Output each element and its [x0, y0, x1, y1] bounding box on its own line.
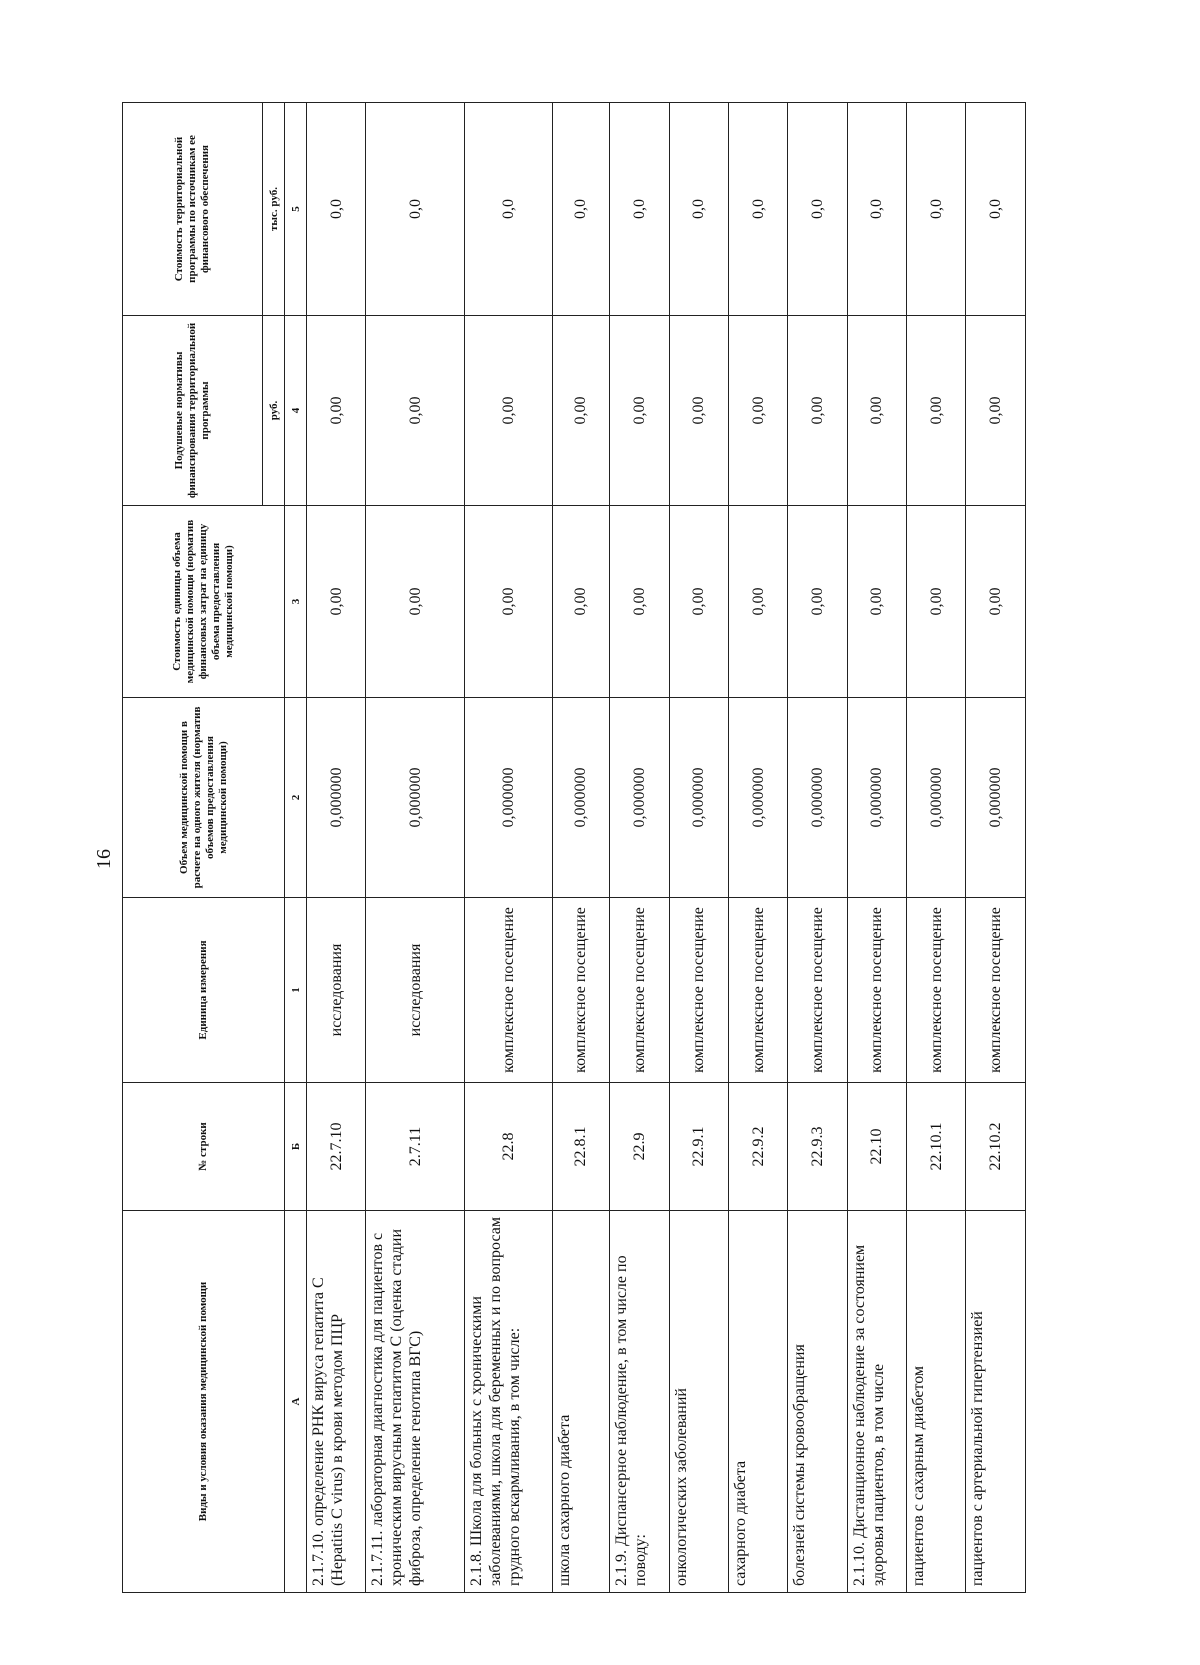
table-row — [907, 103, 966, 1593]
colnum-2: 2 — [285, 698, 307, 898]
row-total: 0,0 — [847, 103, 906, 316]
row-per-capita: 0,00 — [552, 316, 609, 506]
header-col-4: Подушевые нормативы финансирования территориальной программы — [123, 316, 263, 506]
row-line: 22.8.1 — [552, 1083, 609, 1211]
row-line: 2.7.11 — [366, 1083, 464, 1211]
row-name: 2.1.9. Диспансерное наблюдение, в том числе по поводу: — [610, 1211, 669, 1593]
row-volume: 0,000000 — [788, 698, 847, 898]
colnum-1: 1 — [285, 898, 307, 1083]
row-volume: 0,000000 — [907, 698, 966, 898]
table-row — [669, 103, 728, 1593]
colnum-b: Б — [285, 1083, 307, 1211]
table-row — [847, 103, 906, 1593]
row-line: 22.9.2 — [728, 1083, 787, 1211]
row-line: 22.9.1 — [669, 1083, 728, 1211]
row-unit: комплексное посещение — [728, 898, 787, 1083]
row-cost-unit: 0,00 — [307, 506, 366, 698]
row-name: пациентов с артериальной гипертензией — [966, 1211, 1026, 1593]
row-per-capita: 0,00 — [728, 316, 787, 506]
table-row — [788, 103, 847, 1593]
colnum-3: 3 — [285, 506, 307, 698]
financing-table — [122, 102, 1026, 1593]
header-col-5: Стоимость территориальной программы по источникам ее финансового обеспечения — [123, 103, 263, 316]
row-name: пациентов с сахарным диабетом — [907, 1211, 966, 1593]
row-line: 22.10.2 — [966, 1083, 1026, 1211]
row-total: 0,0 — [366, 103, 464, 316]
row-per-capita: 0,00 — [847, 316, 906, 506]
table-row — [366, 103, 464, 1593]
row-per-capita: 0,00 — [788, 316, 847, 506]
page-number: 16 — [93, 849, 115, 869]
colnum-a: А — [285, 1211, 307, 1593]
table-row — [966, 103, 1026, 1593]
rotated-table-container — [122, 103, 1026, 1593]
row-total: 0,0 — [669, 103, 728, 316]
row-cost-unit: 0,00 — [552, 506, 609, 698]
row-total: 0,0 — [788, 103, 847, 316]
header-col-3: Стоимость единицы объема медицинской помощи (норматив финансовых затрат на единицу объема предоставления медицинской помощи) — [123, 506, 285, 698]
row-unit: исследования — [366, 898, 464, 1083]
row-line: 22.8 — [464, 1083, 552, 1211]
row-total: 0,0 — [966, 103, 1026, 316]
row-cost-unit: 0,00 — [847, 506, 906, 698]
row-total: 0,0 — [728, 103, 787, 316]
unit-col-5: тыс. руб. — [263, 103, 285, 316]
row-cost-unit: 0,00 — [788, 506, 847, 698]
row-per-capita: 0,00 — [366, 316, 464, 506]
row-per-capita: 0,00 — [669, 316, 728, 506]
row-unit: комплексное посещение — [464, 898, 552, 1083]
row-cost-unit: 0,00 — [728, 506, 787, 698]
row-total: 0,0 — [907, 103, 966, 316]
row-cost-unit: 0,00 — [610, 506, 669, 698]
row-name: болезней системы кровообращения — [788, 1211, 847, 1593]
row-line: 22.9.3 — [788, 1083, 847, 1211]
row-per-capita: 0,00 — [966, 316, 1026, 506]
table-row — [464, 103, 552, 1593]
header-col-b: № строки — [123, 1083, 285, 1211]
row-volume: 0,000000 — [307, 698, 366, 898]
unit-col-4: руб. — [263, 316, 285, 506]
row-unit: комплексное посещение — [907, 898, 966, 1083]
row-total: 0,0 — [307, 103, 366, 316]
row-volume: 0,000000 — [966, 698, 1026, 898]
row-line: 22.9 — [610, 1083, 669, 1211]
row-total: 0,0 — [464, 103, 552, 316]
row-per-capita: 0,00 — [610, 316, 669, 506]
row-cost-unit: 0,00 — [907, 506, 966, 698]
table-row — [307, 103, 366, 1593]
row-unit: комплексное посещение — [847, 898, 906, 1083]
row-name: 2.1.7.10. определение РНК вируса гепатита С (Hepatitis C virus) в крови методом ПЦР — [307, 1211, 366, 1593]
row-unit: комплексное посещение — [669, 898, 728, 1083]
row-cost-unit: 0,00 — [966, 506, 1026, 698]
header-col-1: Единица измерения — [123, 898, 285, 1083]
row-volume: 0,000000 — [552, 698, 609, 898]
row-name: онкологических заболеваний — [669, 1211, 728, 1593]
row-per-capita: 0,00 — [464, 316, 552, 506]
table-row — [728, 103, 787, 1593]
row-unit: комплексное посещение — [788, 898, 847, 1083]
header-row — [123, 103, 263, 1593]
row-per-capita: 0,00 — [907, 316, 966, 506]
row-cost-unit: 0,00 — [669, 506, 728, 698]
row-volume: 0,000000 — [669, 698, 728, 898]
row-cost-unit: 0,00 — [366, 506, 464, 698]
row-name: 2.1.10. Дистанционное наблюдение за состоянием здоровья пациентов, в том числе — [847, 1211, 906, 1593]
table-row — [610, 103, 669, 1593]
header-col-a: Виды и условия оказания медицинской помощи — [123, 1211, 285, 1593]
row-total: 0,0 — [610, 103, 669, 316]
row-volume: 0,000000 — [728, 698, 787, 898]
row-unit: комплексное посещение — [966, 898, 1026, 1083]
row-line: 22.10 — [847, 1083, 906, 1211]
row-total: 0,0 — [552, 103, 609, 316]
row-per-capita: 0,00 — [307, 316, 366, 506]
row-unit: исследования — [307, 898, 366, 1083]
table-row — [552, 103, 609, 1593]
row-volume: 0,000000 — [464, 698, 552, 898]
row-unit: комплексное посещение — [552, 898, 609, 1083]
row-volume: 0,000000 — [847, 698, 906, 898]
header-col-2: Объем медицинской помощи в расчете на одного жителя (норматив объемов предоставления медицинской помощи) — [123, 698, 285, 898]
row-line: 22.7.10 — [307, 1083, 366, 1211]
colnum-5: 5 — [285, 103, 307, 316]
column-number-row — [285, 103, 307, 1593]
row-cost-unit: 0,00 — [464, 506, 552, 698]
row-unit: комплексное посещение — [610, 898, 669, 1083]
colnum-4: 4 — [285, 316, 307, 506]
row-volume: 0,000000 — [366, 698, 464, 898]
row-line: 22.10.1 — [907, 1083, 966, 1211]
row-name: 2.1.8. Школа для больных с хроническими заболеваниями, школа для беременных и по вопросам грудного вскармливания, в том числе: — [464, 1211, 552, 1593]
row-name: 2.1.7.11. лабораторная диагностика для пациентов с хроническим вирусным гепатитом С (оценка стадии фиброза, определение генотипа ВГС) — [366, 1211, 464, 1593]
row-name: сахарного диабета — [728, 1211, 787, 1593]
row-name: школа сахарного диабета — [552, 1211, 609, 1593]
row-volume: 0,000000 — [610, 698, 669, 898]
